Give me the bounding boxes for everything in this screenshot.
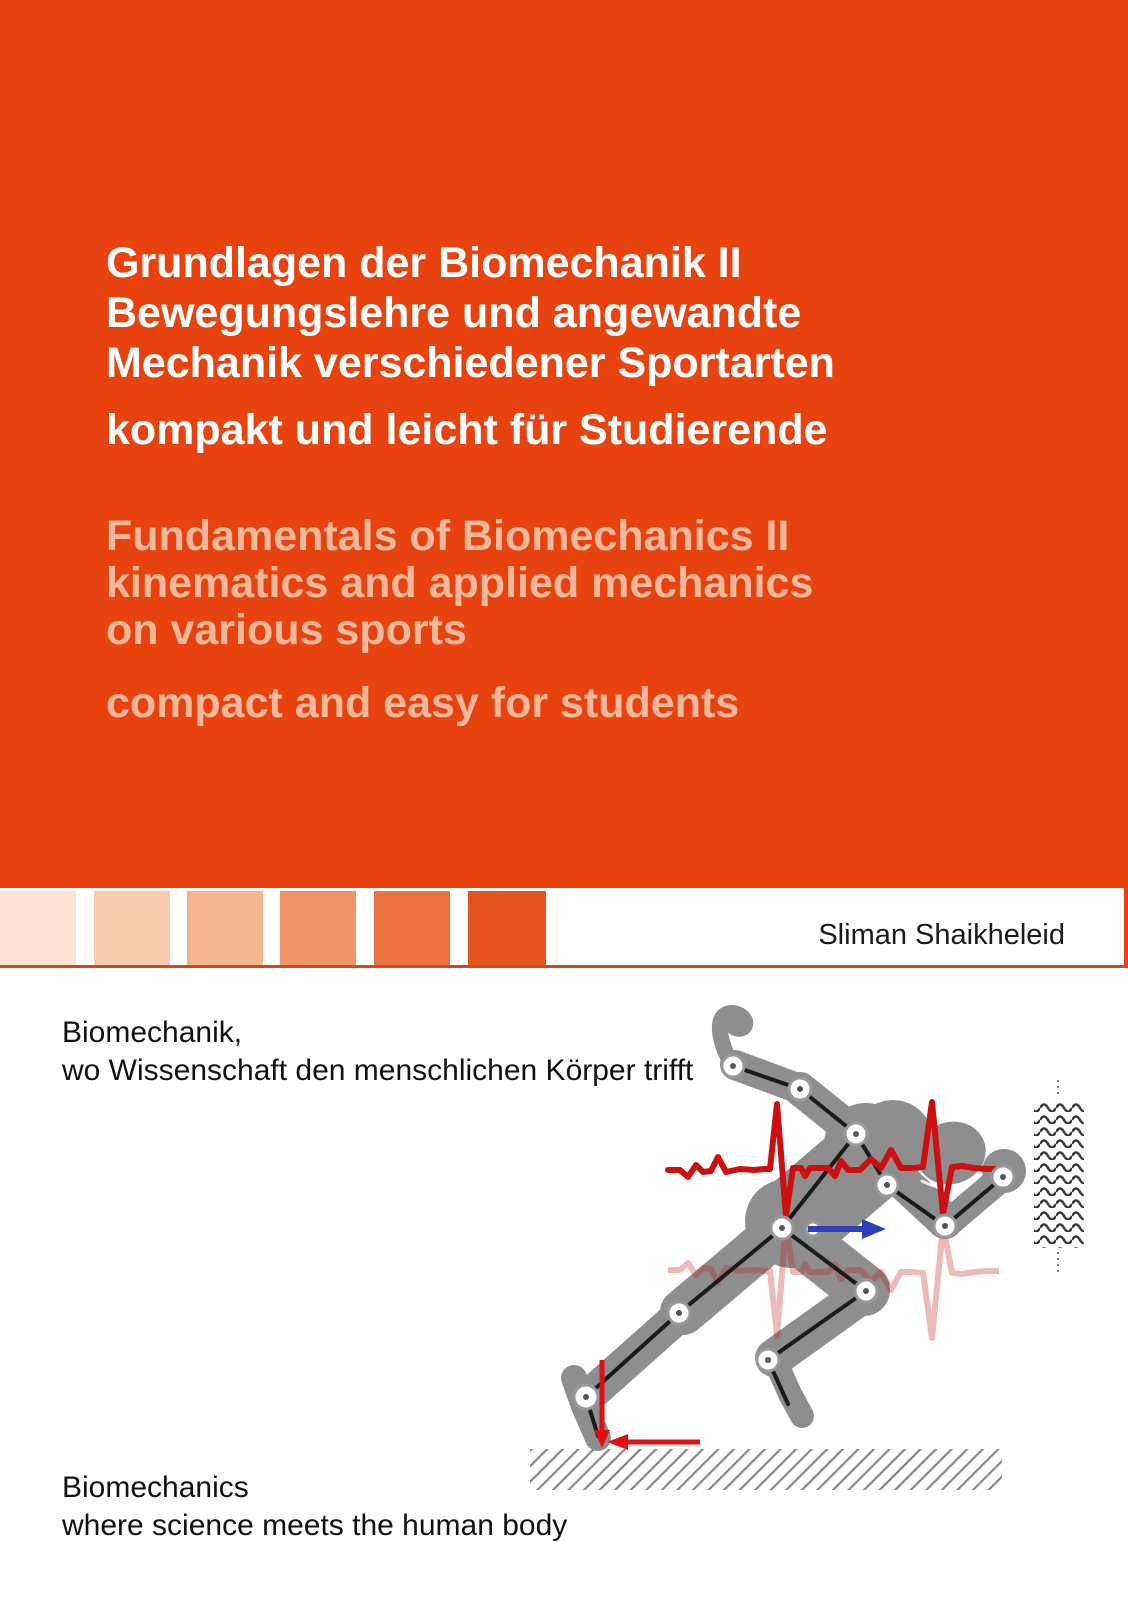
title-english-line1: Fundamentals of Biomechanics II <box>106 512 790 560</box>
ground-hatch <box>530 1449 1002 1490</box>
tagline-english-line1: Biomechanics <box>62 1471 249 1504</box>
subtitle-english: compact and easy for students <box>106 679 740 727</box>
title-german-line2: Bewegungslehre und angewandte <box>106 289 802 337</box>
palette-strip <box>0 888 1128 968</box>
palette-square-1 <box>0 891 76 965</box>
runner-illustration <box>0 968 1128 1600</box>
palette-square-4 <box>280 891 356 965</box>
palette-square-2 <box>94 891 170 965</box>
tagline-german-line2: wo Wissenschaft den menschlichen Körper trifft <box>62 1054 694 1087</box>
strip-right-border <box>1124 888 1128 968</box>
palette-square-6 <box>468 891 546 965</box>
title-german-line3: Mechanik verschiedener Sportarten <box>106 339 835 387</box>
title-german-line1: Grundlagen der Biomechanik II <box>106 239 742 287</box>
texture-band <box>1034 1080 1084 1272</box>
author-name: Sliman Shaikheleid <box>818 919 1065 951</box>
subtitle-german: kompakt und leicht für Studierende <box>106 406 828 454</box>
force-arrow-horizontal-icon <box>607 1434 700 1450</box>
tagline-english-line2: where science meets the human body <box>62 1509 568 1542</box>
palette-square-3 <box>187 891 263 965</box>
title-german <box>106 238 835 388</box>
palette-square-5 <box>374 891 450 965</box>
title-english-line2: kinematics and applied mechanics <box>106 559 814 607</box>
title-english <box>106 513 813 654</box>
title-english-line3: on various sports <box>106 606 467 654</box>
tagline-german-line1: Biomechanik, <box>62 1016 243 1049</box>
